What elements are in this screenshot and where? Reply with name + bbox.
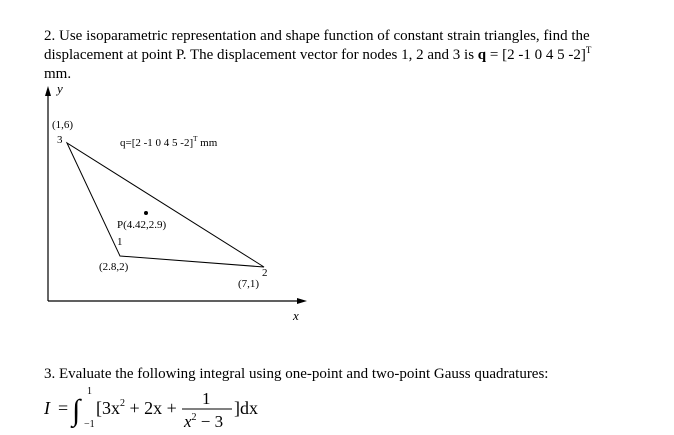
vector-q-annotation (120, 135, 218, 149)
problem-2-line-3: mm. (44, 66, 72, 82)
fraction-denominator (183, 412, 223, 431)
vector-q-annotation-sup: T (193, 135, 198, 143)
vector-q-annotation-unit: mm (197, 137, 218, 149)
node-1-label: 1 (117, 236, 123, 248)
integrand-tail: ]dx (234, 398, 258, 418)
integral-equals: = (58, 398, 69, 418)
integral-sign: ∫ (72, 394, 81, 427)
denominator-square: 2 (191, 412, 197, 423)
integrand-2x: + 2x + (125, 398, 177, 418)
denominator-x: x (184, 412, 192, 431)
point-p-dot (144, 211, 148, 215)
integrand-3x: [3x (96, 398, 120, 418)
integral-upper-limit: 1 (87, 386, 92, 397)
y-axis-label: y (57, 81, 63, 96)
vector-q-annotation-text: q=[2 -1 0 4 5 -2] (120, 137, 194, 149)
denominator-minus-3: − 3 (196, 412, 224, 431)
vector-q-values: = [2 -1 0 4 5 -2] (486, 47, 586, 63)
integrand-first-part (96, 398, 177, 418)
integral-expression (44, 382, 344, 432)
integral-lhs: I (44, 398, 50, 418)
y-axis-arrowhead (45, 86, 51, 96)
problem-2-line-2-text: displacement at point P. The displacement vector for nodes 1, 2 and 3 is (44, 47, 478, 63)
x-axis-arrowhead (297, 298, 307, 304)
problem-2-line-1: 2. Use isoparametric representation and shape function of constant strain triangles, find the (44, 28, 590, 44)
vector-q-symbol: q (477, 47, 487, 63)
node-3-label: 3 (57, 134, 63, 146)
node-3-coordinates: (1,6) (52, 119, 74, 131)
integral-lower-limit: −1 (84, 419, 95, 430)
point-p-label: P(4.42,2.9) (117, 219, 167, 231)
node-2-label: 2 (262, 267, 268, 279)
transpose-superscript: T (585, 45, 592, 55)
integrand-square-1: 2 (120, 398, 125, 409)
fraction-numerator: 1 (202, 389, 211, 408)
node-1-coordinates: (2.8,2) (99, 261, 129, 273)
node-2-coordinates: (7,1) (238, 278, 260, 290)
x-axis-label: x (293, 308, 299, 323)
triangle-element (67, 143, 264, 267)
problem-3-statement: 3. Evaluate the following integral using one-point and two-point Gauss quadratures: (44, 366, 549, 382)
